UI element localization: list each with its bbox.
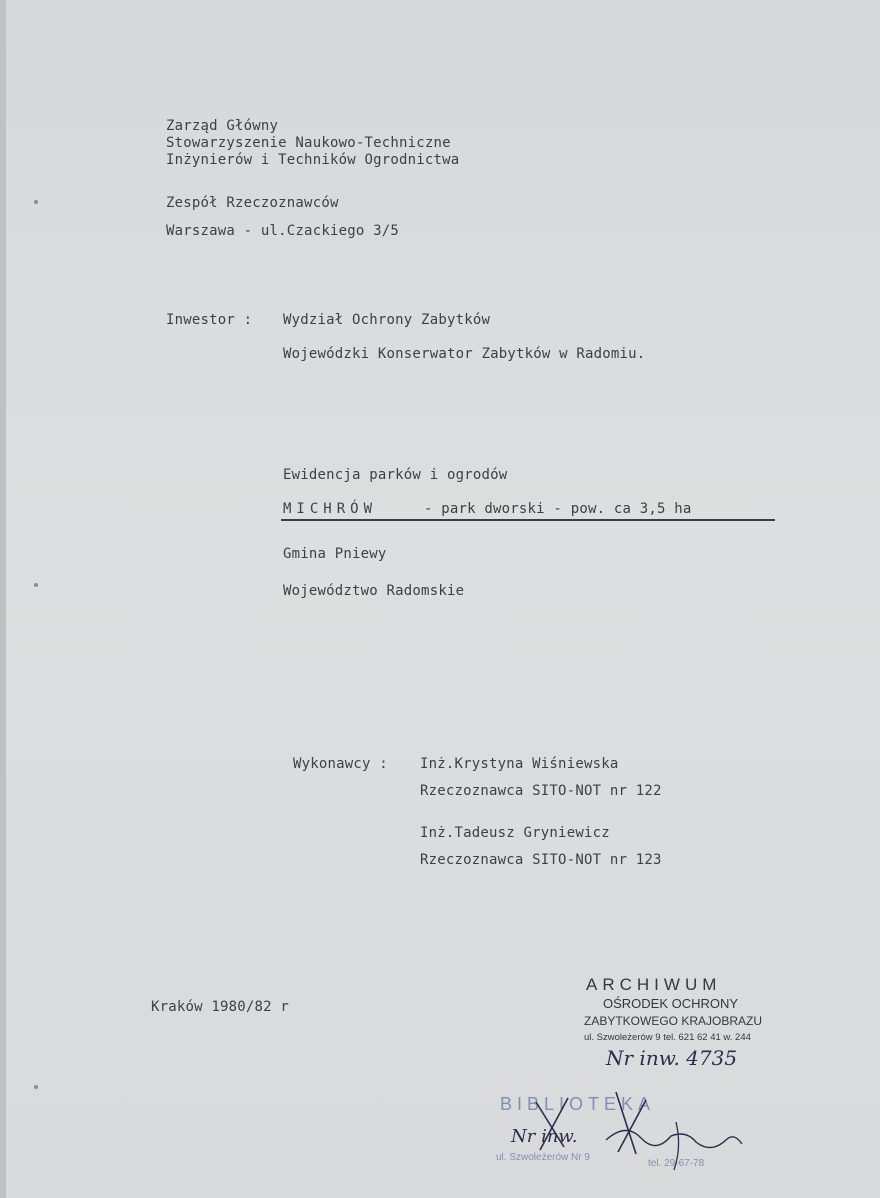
investor-name-1: Wydział Ochrony Zabytków: [283, 312, 491, 328]
library-stamp-address: ul. Szwoleżerów Nr 9: [496, 1152, 590, 1163]
subject-title: Ewidencja parków i ogrodów: [283, 467, 508, 483]
contractor-2-name: Inż.Tadeusz Gryniewicz: [420, 825, 610, 841]
voivodeship: Województwo Radomskie: [283, 583, 465, 599]
archive-stamp-line-2: ZABYTKOWEGO KRAJOBRAZU: [584, 1014, 763, 1028]
investor-name-2: Wojewódzki Konserwator Zabytków w Radomiu.: [283, 346, 646, 362]
archive-inventory-handwritten: Nr inw. 4735: [606, 1046, 738, 1070]
contractor-1-name: Inż.Krystyna Wiśniewska: [420, 756, 619, 772]
archive-stamp-line-1: OŚRODEK OCHRONY: [603, 996, 739, 1011]
handwritten-scribble: [506, 1092, 766, 1182]
org-line-3: Inżynierów i Techników Ogrodnictwa: [166, 152, 460, 168]
punch-hole: [34, 583, 38, 587]
contractors-label: Wykonawcy :: [293, 756, 388, 772]
org-line-1: Zarząd Główny: [166, 118, 279, 134]
contractor-1-role: Rzeczoznawca SITO-NOT nr 122: [420, 783, 662, 799]
punch-hole: [34, 1085, 38, 1089]
place-date: Kraków 1980/82 r: [151, 999, 290, 1015]
library-inventory-handwritten: Nr inw.: [511, 1126, 578, 1147]
library-stamp-phone: tel. 29-67-78: [648, 1158, 705, 1169]
subject-underline: [281, 519, 775, 521]
punch-hole: [34, 200, 38, 204]
org-address: Warszawa - ul.Czackiego 3/5: [166, 223, 399, 239]
subject-place-rest: - park dworski - pow. ca 3,5 ha: [424, 501, 692, 517]
subject-place: MICHRÓW: [283, 501, 378, 517]
org-line-2: Stowarzyszenie Naukowo-Techniczne: [166, 135, 451, 151]
investor-label: Inwestor :: [166, 312, 253, 328]
contractor-2-role: Rzeczoznawca SITO-NOT nr 123: [420, 852, 662, 868]
commune: Gmina Pniewy: [283, 546, 387, 562]
archive-stamp-line-3: ul. Szwoleżerów 9 tel. 621 62 41 w. 244: [584, 1032, 751, 1043]
archive-stamp-title: ARCHIWUM: [586, 975, 722, 994]
library-stamp-title: BIBLIOTEKA: [500, 1094, 656, 1114]
team-name: Zespół Rzeczoznawców: [166, 195, 339, 211]
